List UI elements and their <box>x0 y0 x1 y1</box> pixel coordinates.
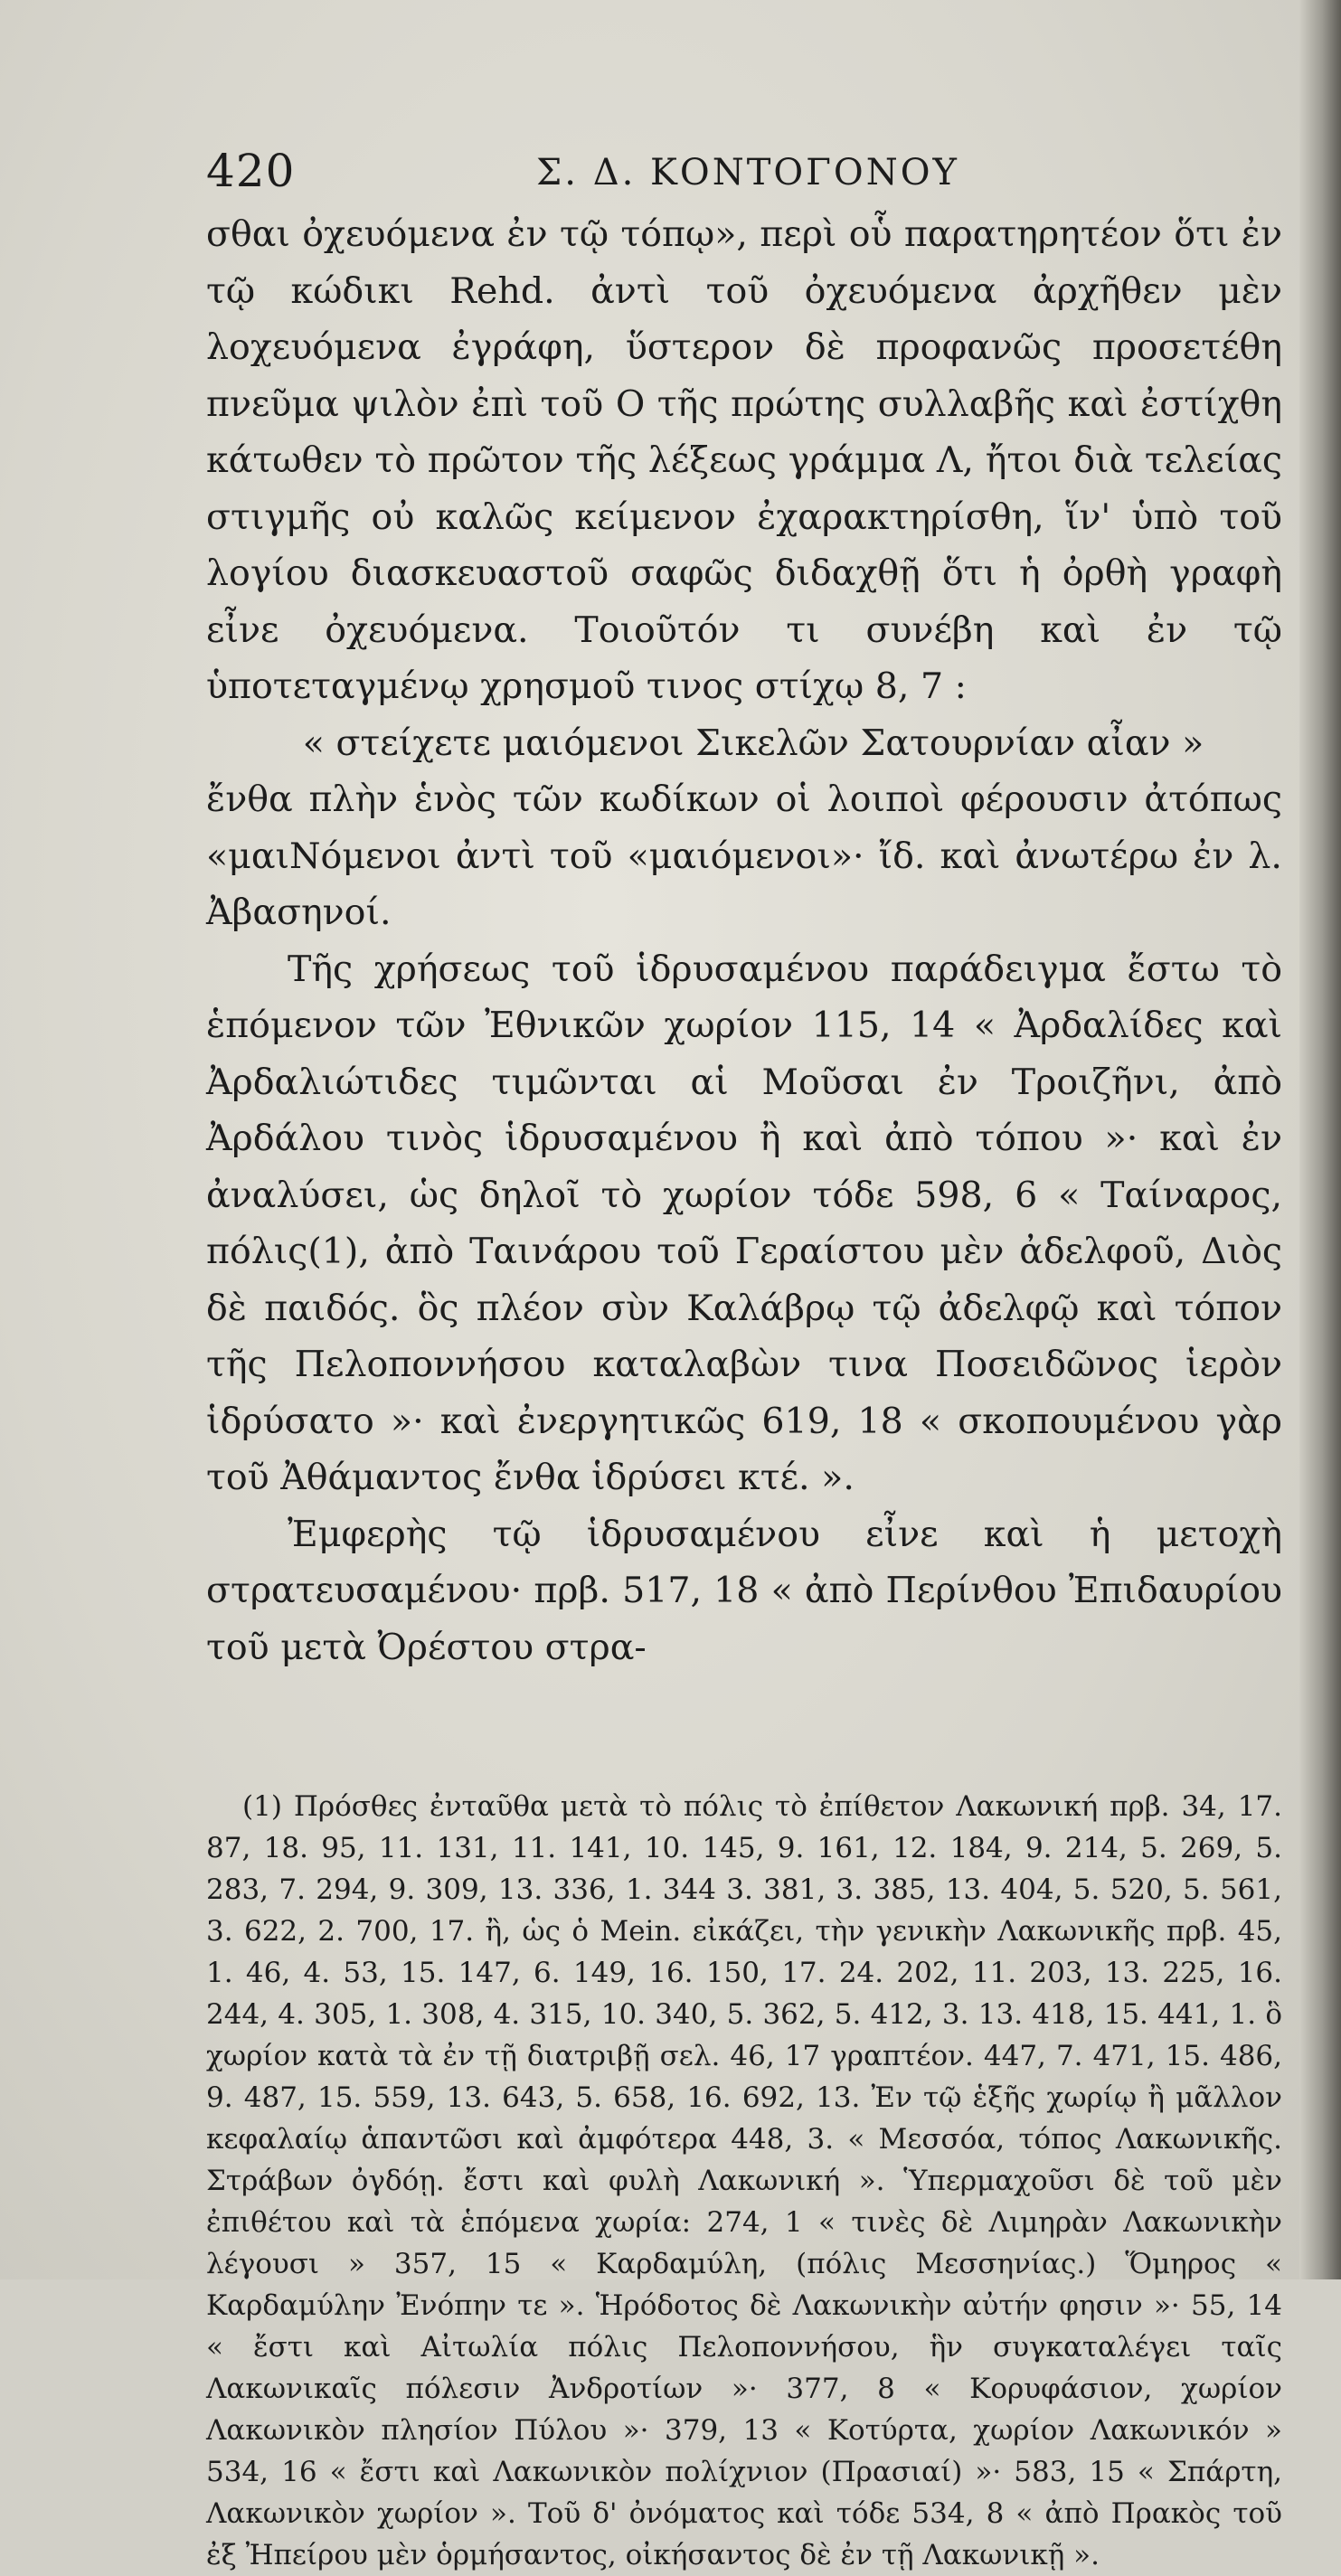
paragraph-3: Τῆς χρήσεως τοῦ ἱδρυσαμένου παράδειγμα ἔστω τὸ ἑπόμενον τῶν Ἐθνικῶν χωρίον 115, 14 « Ἀρδαλίδες καὶ Ἀρδαλιώτιδες τιμῶνται αἱ Μοῦσαι ἐν Τροιζῆνι, ἀπὸ Ἀρδάλου τινὸς ἱδρυσαμένου ἢ καὶ ἀπὸ τόπου »· καὶ ἐν ἀναλύσει, ὡς δηλοῖ τὸ χωρίον τόδε 598, 6 « Ταίναρος, πόλις(1), ἀπὸ Ταινάρου τοῦ Γεραίστου μὲν ἀδελφοῦ, Διὸς δὲ παιδός. ὃς πλέον σὺν Καλάβρῳ τῷ ἀδελφῷ καὶ τόπον τῆς Πελοποννήσου καταλαβὼν τινα Ποσειδῶνος ἱερὸν ἱδρύσατο »· καὶ ἐνεργητικῶς 619, 18 « σκοπουμένου γὰρ τοῦ Ἀθάμαντος ἔνθα ἱδρύσει κτέ. ». <box>206 948 1282 1498</box>
footnote-text: (1) Πρόσθες ἐνταῦθα μετὰ τὸ πόλις τὸ ἐπίθετον Λακωνική πρβ. 34, 17. 87, 18. 95, 11. 131, 11. 141, 10. 145, 9. 161, 12. 184, 9. 214, 5. 269, 5. 283, 7. 294, 9. 309, 13. 336, 1. 344 3. 381, 3. 385, 13. 404, 5. 520, 5. 561, 3. 622, 2. 700, 17. ἢ, ὡς ὁ Mein. εἰκάζει, τὴν γενικὴν Λακωνικῆς πρβ. 45, 1. 46, 4. 53, 15. 147, 6. 149, 16. 150, 17. 24. 202, 11. 203, 13. 225, 16. 244, 4. 305, 1. 308, 4. 315, 10. 340, 5. 362, 5. 412, 3. 13. 418, 15. 441, 1. ὃ χωρίον κατὰ τὰ ἐν τῇ διατριβῇ σελ. 46, 17 γραπτέον. 447, 7. 471, 15. 486, 9. 487, 15. 559, 13. 643, 5. 658, 16. 692, 13. Ἐν τῷ ἑξῆς χωρίῳ ἢ μᾶλλον κεφαλαίῳ ἁπαντῶσι καὶ ἀμφότερα 448, 3. « Μεσσόα, τόπος Λακωνικῆς. Στράβων ὀγδόῃ. ἔστι καὶ φυλὴ Λακωνική ». Ὑπερμαχοῦσι δὲ τοῦ μὲν ἐπιθέτου καὶ τὰ ἑπόμενα χωρία: 274, 1 « τινὲς δὲ Λιμηρὰν Λακωνικὴν λέγουσι » 357, 15 « Καρδαμύλη, (πόλις Μεσσηνίας.) Ὅμηρος « Καρδαμύλην Ἐνόπην τε ». Ἡρόδοτος δὲ Λακωνικὴν αὐτήν φησιν »· 55, 14 « ἔστι καὶ Αἰτωλία πόλις Πελοποννήσου, ἣν συγκαταλέγει ταῖς Λακωνικαῖς πόλεσιν Ἀνδροτίων »· 377, 8 « Κορυφάσιον, χωρίον Λακωνικὸν πλησίον Πύλου »· 379, 13 « Κοτύρτα, χωρίον Λακωνικόν » 534, 16 « ἔστι καὶ Λακωνικὸν πολίχνιον (Πρασιαί) »· 583, 15 « Σπάρτη, Λακωνικὸν χωρίον ». Τοῦ δ' ὀνόματος καὶ τόδε 534, 8 « ἀπὸ Πρακὸς τοῦ ἐξ Ἠπείρου μὲν ὁρμήσαντος, οἰκήσαντος δὲ ἐν τῇ Λακωνικῇ ». <box>206 1790 1282 2571</box>
paragraph-2: ἔνθα πλὴν ἑνὸς τῶν κωδίκων οἱ λοιποὶ φέρουσιν ἀτόπως «μαιΝόμενοι ἀντὶ τοῦ «μαιόμενοι»· ἴδ. καὶ ἀνωτέρω ἐν λ. Ἀβασηνοί. <box>206 778 1282 933</box>
footnote <box>206 1786 1282 2576</box>
running-title: Σ. Δ. ΚΟΝΤΟΓΟΝΟΥ <box>536 152 959 193</box>
page-number: 420 <box>206 145 296 197</box>
main-text <box>206 206 1282 1675</box>
paragraph-4: Ἐμφερὴς τῷ ἱδρυσαμένου εἶνε καὶ ἡ μετοχὴ στρατευσαμένου· πρβ. 517, 18 « ἀπὸ Περίνθου Ἐπιδαυρίου τοῦ μετὰ Ὀρέστου στρα- <box>206 1513 1282 1668</box>
verse-quote: « στείχετε μαιόμενοι Σικελῶν Σατουρνίαν αἶαν » <box>302 722 1204 764</box>
page-edge-shadow <box>1299 0 1341 2279</box>
page-header <box>206 145 1264 208</box>
paragraph-1: σθαι ὀχευόμενα ἐν τῷ τόπῳ», περὶ οὗ παρατηρητέον ὅτι ἐν τῷ κώδικι Rehd. ἀντὶ τοῦ ὀχευόμενα ἀρχῆθεν μὲν λοχευόμενα ἐγράφη, ὕστερον δὲ προφανῶς προσετέθη πνεῦμα ψιλὸν ἐπὶ τοῦ Ο τῆς πρώτης συλλαβῆς καὶ ἐστίχθη κάτωθεν τὸ πρῶτον τῆς λέξεως γράμμα Λ, ἤτοι διὰ τελείας στιγμῆς οὐ καλῶς κείμενον ἐχαρακτηρίσθη, ἵν' ὑπὸ τοῦ λογίου διασκευαστοῦ σαφῶς διδαχθῇ ὅτι ἡ ὀρθὴ γραφὴ εἶνε ὀχευόμενα. Τοιοῦτόν τι συνέβη καὶ ἐν τῷ ὑποτεταγμένῳ χρησμοῦ τινος στίχῳ 8, 7 : <box>206 213 1282 707</box>
